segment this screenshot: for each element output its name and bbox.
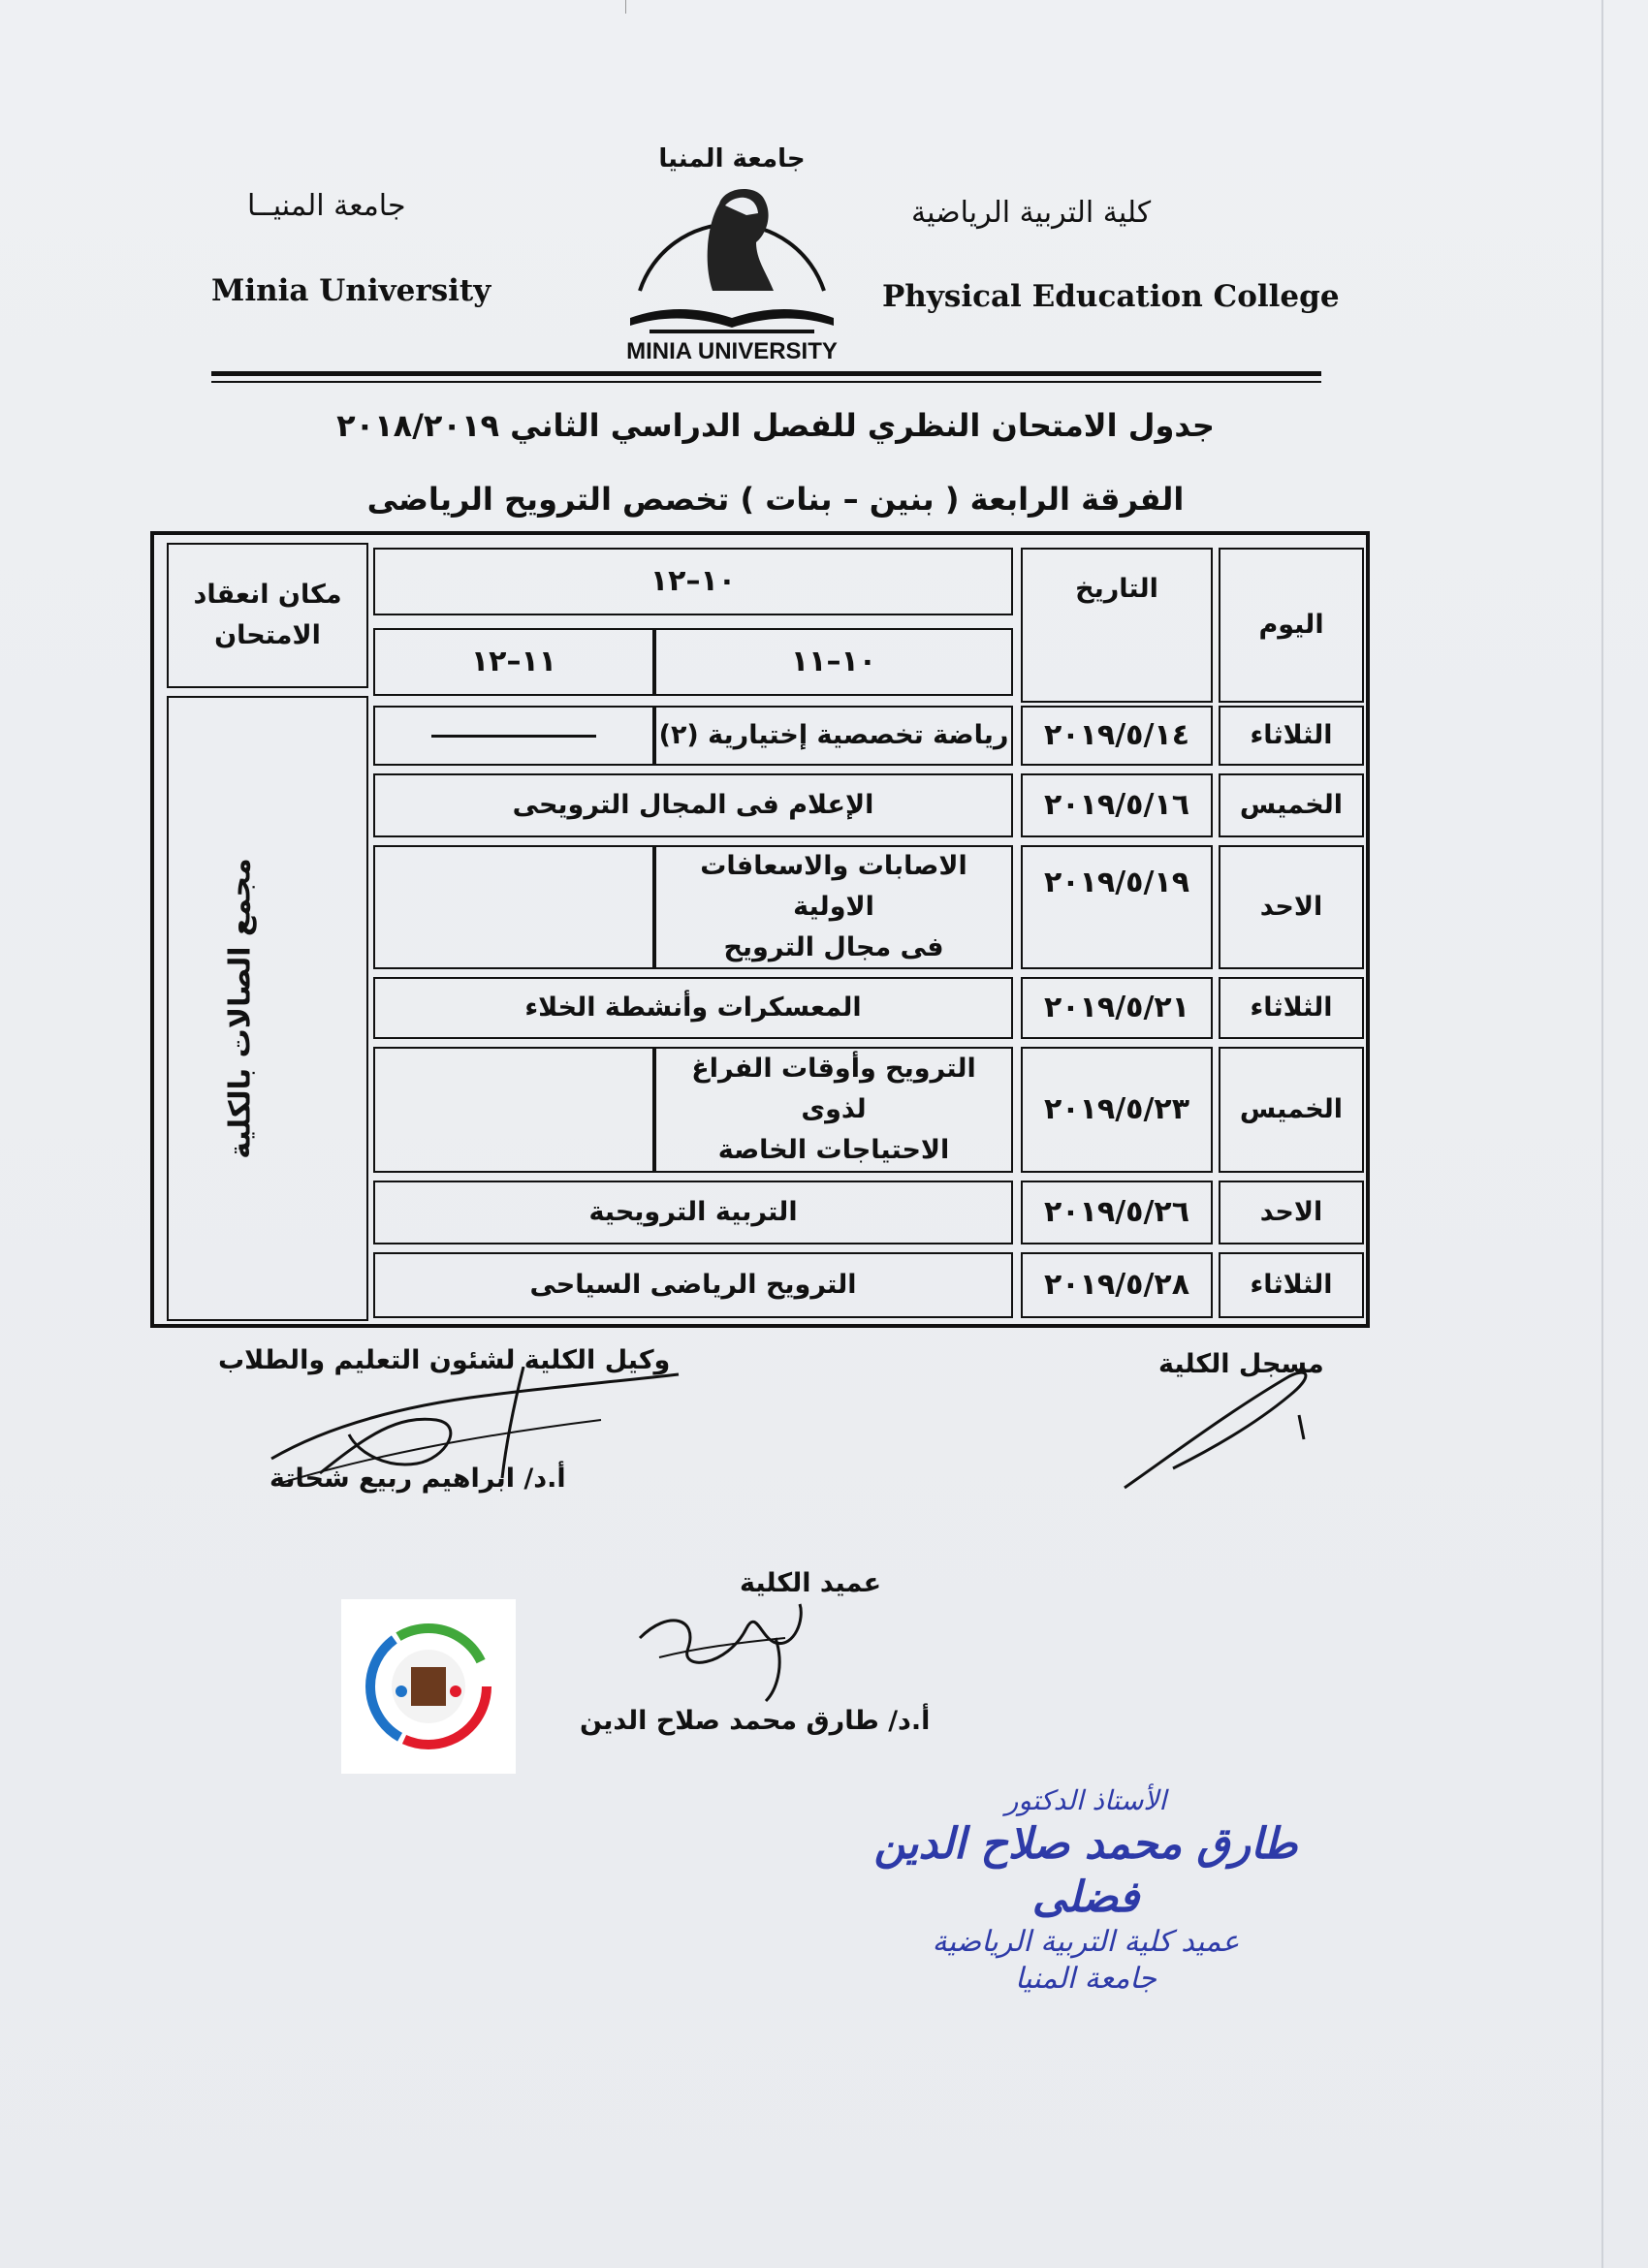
university-logo	[611, 145, 853, 363]
dean-label: عميد الكلية	[740, 1568, 882, 1598]
registrar-label: مسجل الكلية	[1158, 1349, 1324, 1379]
exam-title: جدول الامتحان النظري للفصل الدراسي الثاني ٢٠١٨/٢٠١٩	[336, 407, 1215, 444]
row6-day: الاحد	[1219, 1181, 1364, 1244]
row2-date: ٢٠١٩/٥/١٦	[1021, 773, 1213, 837]
row2-subject: الإعلام فى المجال الترويحى	[373, 773, 1013, 837]
row7-date: ٢٠١٩/٥/٢٨	[1021, 1252, 1213, 1318]
row5-subject-line2: الاحتياجات الخاصة	[717, 1134, 950, 1165]
stamp-line4: جامعة المنيا	[1015, 1961, 1157, 1996]
vice-dean-name: أ.د/ ابراهيم ربيع شحاتة	[269, 1464, 566, 1494]
row1-subject: رياضة تخصصية إختيارية (٢)	[654, 706, 1013, 766]
header-rule-thin	[211, 381, 1321, 383]
row5-subject	[654, 1047, 1013, 1173]
header-rule-thick	[211, 371, 1321, 376]
dean-stamp	[853, 1783, 1318, 1996]
row2-day: الخميس	[1219, 773, 1364, 837]
row7-day: الثلاثاء	[1219, 1252, 1364, 1318]
college-name-en: Physical Education College	[882, 279, 1340, 314]
row3-day: الاحد	[1219, 845, 1364, 969]
row3-subject-line2: فى مجال الترويح	[723, 931, 944, 962]
row7-subject: الترويح الرياضى السياحى	[373, 1252, 1013, 1318]
stamp-line2: طارق محمد صلاح الدين فضلى	[873, 1819, 1298, 1922]
row1-day: الثلاثاء	[1219, 706, 1364, 766]
venue-value: مجمع الصالات بالكلية	[223, 857, 258, 1159]
row5-subject-line1: الترويح وأوقات الفراغ لذوى	[691, 1054, 976, 1125]
row1-date: ٢٠١٩/٥/١٤	[1021, 706, 1213, 766]
header-venue: مكان انعقاد الامتحان	[167, 543, 368, 688]
row5-day: الخميس	[1219, 1047, 1364, 1173]
row3-date: ٢٠١٩/٥/١٩	[1021, 845, 1213, 969]
row3-subject	[654, 845, 1013, 969]
header-day: اليوم	[1219, 548, 1364, 703]
row3-subject-line1: الاصابات والاسعافات الاولية	[700, 851, 967, 923]
row5-empty	[373, 1047, 654, 1173]
row4-subject: المعسكرات وأنشطة الخلاء	[373, 977, 1013, 1039]
exam-subtitle: الفرقة الرابعة ( بنين – بنات ) تخصص الترويح الرياضى	[366, 481, 1185, 518]
row6-date: ٢٠١٩/٥/٢٦	[1021, 1181, 1213, 1244]
vice-dean-label: وكيل الكلية لشئون التعليم والطلاب	[218, 1345, 671, 1375]
stamp-line3: عميد كلية التربية الرياضية	[932, 1925, 1240, 1959]
header-time-10-11: ١٠–١١	[654, 628, 1013, 696]
row3-empty	[373, 845, 654, 969]
dash-mark	[431, 735, 596, 738]
row4-date: ٢٠١٩/٥/٢١	[1021, 977, 1213, 1039]
row4-day: الثلاثاء	[1219, 977, 1364, 1039]
university-name-ar: جامعة المنيــا	[247, 189, 406, 223]
logo-text-ar: جامعة المنيا	[658, 145, 806, 173]
header-date: التاريخ	[1021, 548, 1213, 703]
header-time-11-12: ١١–١٢	[373, 628, 654, 696]
registrar-signature	[1115, 1357, 1318, 1493]
page-edge	[1601, 0, 1603, 2268]
dean-signature	[630, 1599, 872, 1706]
row6-subject: التربية الترويحية	[373, 1181, 1013, 1244]
university-name-en: Minia University	[211, 273, 491, 308]
scan-artifact-line	[625, 0, 626, 14]
row1-empty	[373, 706, 654, 766]
vice-dean-signature	[252, 1367, 698, 1493]
header-time-main: ١٠–١٢	[373, 548, 1013, 615]
row5-date: ٢٠١٩/٥/٢٣	[1021, 1047, 1213, 1173]
association-badge-icon	[341, 1599, 516, 1774]
college-name-ar: كلية التربية الرياضية	[911, 196, 1152, 230]
dean-name: أ.د/ طارق محمد صلاح الدين	[580, 1706, 931, 1736]
stamp-line1: الأستاذ الدكتور	[1004, 1784, 1167, 1816]
logo-text-en: MINIA UNIVERSITY	[626, 338, 838, 363]
